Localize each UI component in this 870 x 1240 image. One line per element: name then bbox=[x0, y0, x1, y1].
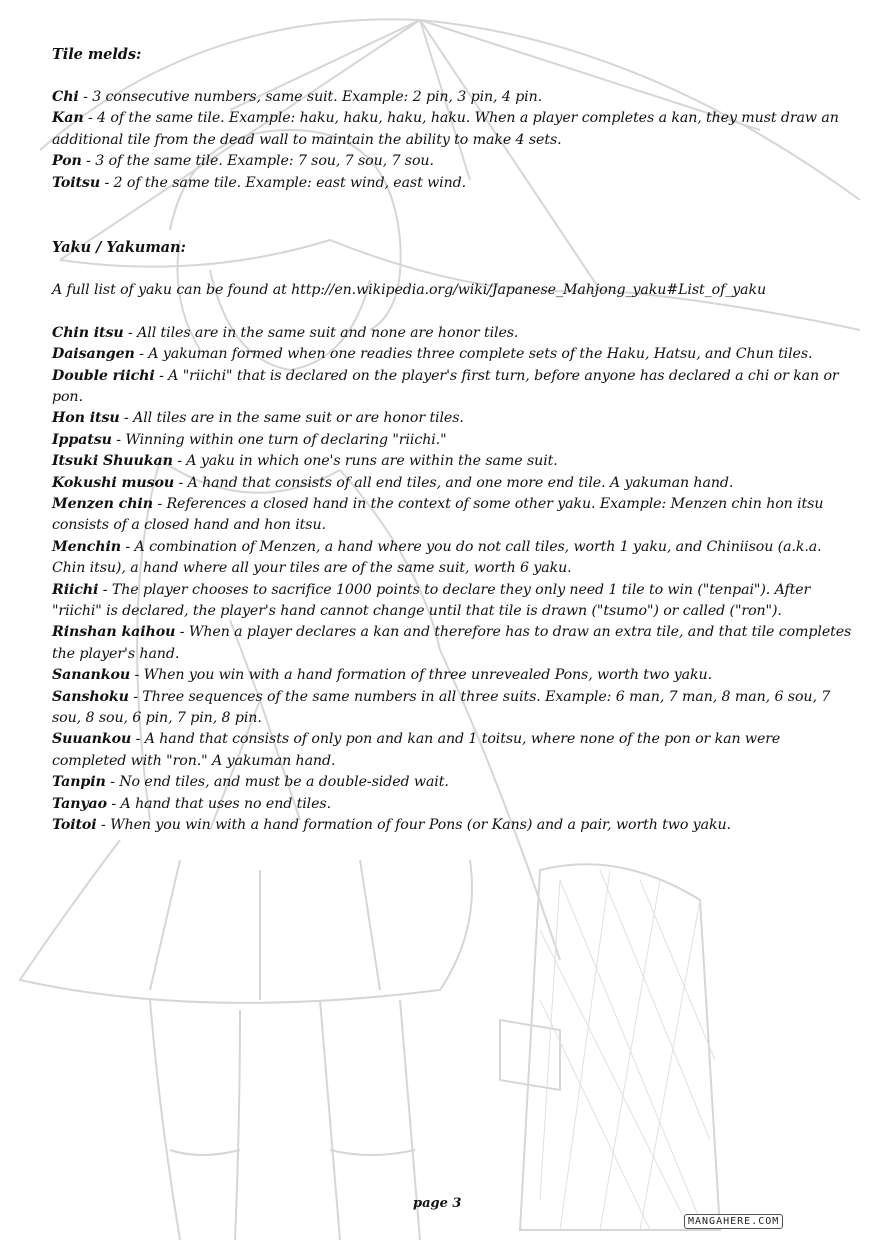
meld-term: Pon bbox=[52, 153, 82, 170]
yaku-intro: A full list of yaku can be found at http://en.wikipedia.org/wiki/Japanese_Mahjong_yaku#List_of_yaku bbox=[52, 281, 767, 298]
yaku-term: Itsuki Shuukan bbox=[52, 453, 173, 470]
yaku-entry-double-riichi bbox=[52, 366, 852, 409]
yaku-entry-toitoi bbox=[52, 815, 852, 836]
sock-band bbox=[170, 1150, 240, 1155]
yaku-term: Tanpin bbox=[52, 774, 106, 791]
yaku-desc: - When a player declares a kan and therefore has to draw an extra tile, and that tile completes the player's hand. bbox=[52, 624, 852, 662]
meld-entry-pon bbox=[52, 151, 852, 172]
yaku-entry-rinshan-kaihou bbox=[52, 622, 852, 665]
meld-entry-toitsu bbox=[52, 173, 852, 194]
skirt-fold bbox=[360, 860, 380, 990]
yaku-entry-suuankou bbox=[52, 729, 852, 772]
document-body bbox=[52, 44, 852, 837]
yaku-term: Ippatsu bbox=[52, 431, 112, 448]
yaku-desc: - When you win with a hand formation of three unrevealed Pons, worth two yaku. bbox=[130, 667, 712, 684]
yaku-term: Kokushi musou bbox=[52, 474, 175, 491]
yaku-desc: - A hand that uses no end tiles. bbox=[107, 795, 331, 812]
meld-desc: - 4 of the same tile. Example: haku, haku, haku, haku. When a player completes a kan, they must draw an additional tile from the dead wall to maintain the ability to make 4 sets. bbox=[52, 110, 839, 148]
meld-entry-chi bbox=[52, 87, 852, 108]
tile-melds-heading: Tile melds: bbox=[52, 46, 142, 63]
yaku-entry-daisangen bbox=[52, 344, 852, 365]
yaku-term: Menzen chin bbox=[52, 496, 153, 512]
yaku-term: Menchin bbox=[52, 538, 122, 555]
yaku-entry-hon-itsu bbox=[52, 408, 852, 429]
yaku-term: Rinshan kaihou bbox=[52, 624, 176, 641]
yaku-entry-kokushi-musou bbox=[52, 473, 852, 494]
yaku-term: Daisangen bbox=[52, 346, 135, 363]
yaku-desc: - A yakuman formed when one readies three complete sets of the Haku, Hatsu, and Chun tiles. bbox=[134, 346, 813, 363]
meld-term: Toitsu bbox=[52, 174, 101, 191]
yaku-desc: - Three sequences of the same numbers in all three suits. Example: 6 man, 7 man, 8 man, 6 sou, 7 sou, 8 sou, 6 pin, 7 pin, 8 pin. bbox=[52, 688, 831, 727]
meld-desc: - 2 of the same tile. Example: east wind, east wind. bbox=[100, 174, 467, 191]
meld-desc: - 3 consecutive numbers, same suit. Example: 2 pin, 3 pin, 4 pin. bbox=[78, 88, 543, 105]
yaku-entry-itsuki-shuukan bbox=[52, 451, 852, 472]
leg-left-inner bbox=[235, 1010, 240, 1240]
yaku-term: Chin itsu bbox=[52, 324, 124, 341]
site-watermark: MANGAHERE.COM bbox=[684, 1214, 783, 1229]
yaku-term: Toitoi bbox=[52, 817, 97, 834]
skirt bbox=[20, 840, 472, 1003]
yaku-entry-menchin bbox=[52, 537, 852, 580]
yaku-desc: - A "riichi" that is declared on the player's first turn, before anyone has declared a chi or kan or pon. bbox=[52, 367, 839, 405]
yaku-desc: - No end tiles, and must be a double-sided wait. bbox=[105, 774, 449, 791]
leg-right bbox=[320, 1000, 340, 1240]
yaku-entry-tanyao bbox=[52, 794, 852, 815]
yaku-term: Tanyao bbox=[52, 795, 108, 812]
meld-desc: - 3 of the same tile. Example: 7 sou, 7 sou, 7 sou. bbox=[81, 153, 434, 170]
yaku-entry-sanshoku bbox=[52, 687, 852, 730]
yaku-desc: - A hand that consists of all end tiles, and one more end tile. A yakuman hand. bbox=[174, 474, 734, 491]
yaku-term: Hon itsu bbox=[52, 410, 120, 427]
page-number: page 3 bbox=[413, 1196, 462, 1211]
bag-mesh bbox=[540, 870, 715, 1230]
yaku-desc: - A yaku in which one's runs are within the same suit. bbox=[172, 453, 558, 470]
yaku-entry-chin-itsu bbox=[52, 323, 852, 344]
yaku-entry-tanpin bbox=[52, 772, 852, 793]
yaku-desc: - The player chooses to sacrifice 1000 points to declare they only need 1 tile to win ("tenpai"). After "riichi" is declared, the player's hand cannot change until that tile is drawn ("tsumo") or called ("ron"). bbox=[52, 581, 811, 620]
yaku-term: Suuankou bbox=[52, 731, 132, 748]
meld-term: Kan bbox=[52, 110, 84, 127]
skirt-fold bbox=[150, 860, 180, 990]
yaku-desc: - Winning within one turn of declaring "riichi." bbox=[111, 431, 447, 448]
yaku-desc: - A hand that consists of only pon and kan and 1 toitsu, where none of the pon or kan were completed with "ron." A yakuman hand. bbox=[52, 731, 781, 769]
yaku-term: Double riichi bbox=[52, 367, 155, 384]
yaku-desc: - When you win with a hand formation of four Pons (or Kans) and a pair, worth two yaku. bbox=[96, 817, 731, 834]
sock-band bbox=[330, 1150, 415, 1155]
yaku-entry-riichi bbox=[52, 580, 852, 623]
yaku-desc: - References a closed hand in the context of some other yaku. Example: Menzen chin hon itsu consists of a closed hand and hon itsu. bbox=[52, 496, 824, 534]
yaku-desc: - All tiles are in the same suit and none are honor tiles. bbox=[123, 324, 519, 341]
yaku-term: Riichi bbox=[52, 581, 99, 598]
leg-left bbox=[150, 1000, 180, 1240]
yaku-term: Sanankou bbox=[52, 667, 131, 684]
yaku-heading: Yaku / Yakuman: bbox=[52, 238, 186, 256]
yaku-term: Sanshoku bbox=[52, 688, 129, 705]
yaku-entry-sanankou bbox=[52, 665, 852, 686]
yaku-entry-ippatsu bbox=[52, 430, 852, 451]
yaku-desc: - A combination of Menzen, a hand where you do not call tiles, worth 1 yaku, and Chiniisou (a.k.a. Chin itsu), a hand where all your tiles are of the same suit, worth 6 yaku. bbox=[52, 538, 822, 577]
yaku-entry-menzen-chin bbox=[52, 494, 852, 537]
meld-entry-kan bbox=[52, 108, 852, 151]
yaku-desc: - All tiles are in the same suit or are honor tiles. bbox=[119, 410, 464, 427]
meld-term: Chi bbox=[52, 88, 79, 105]
